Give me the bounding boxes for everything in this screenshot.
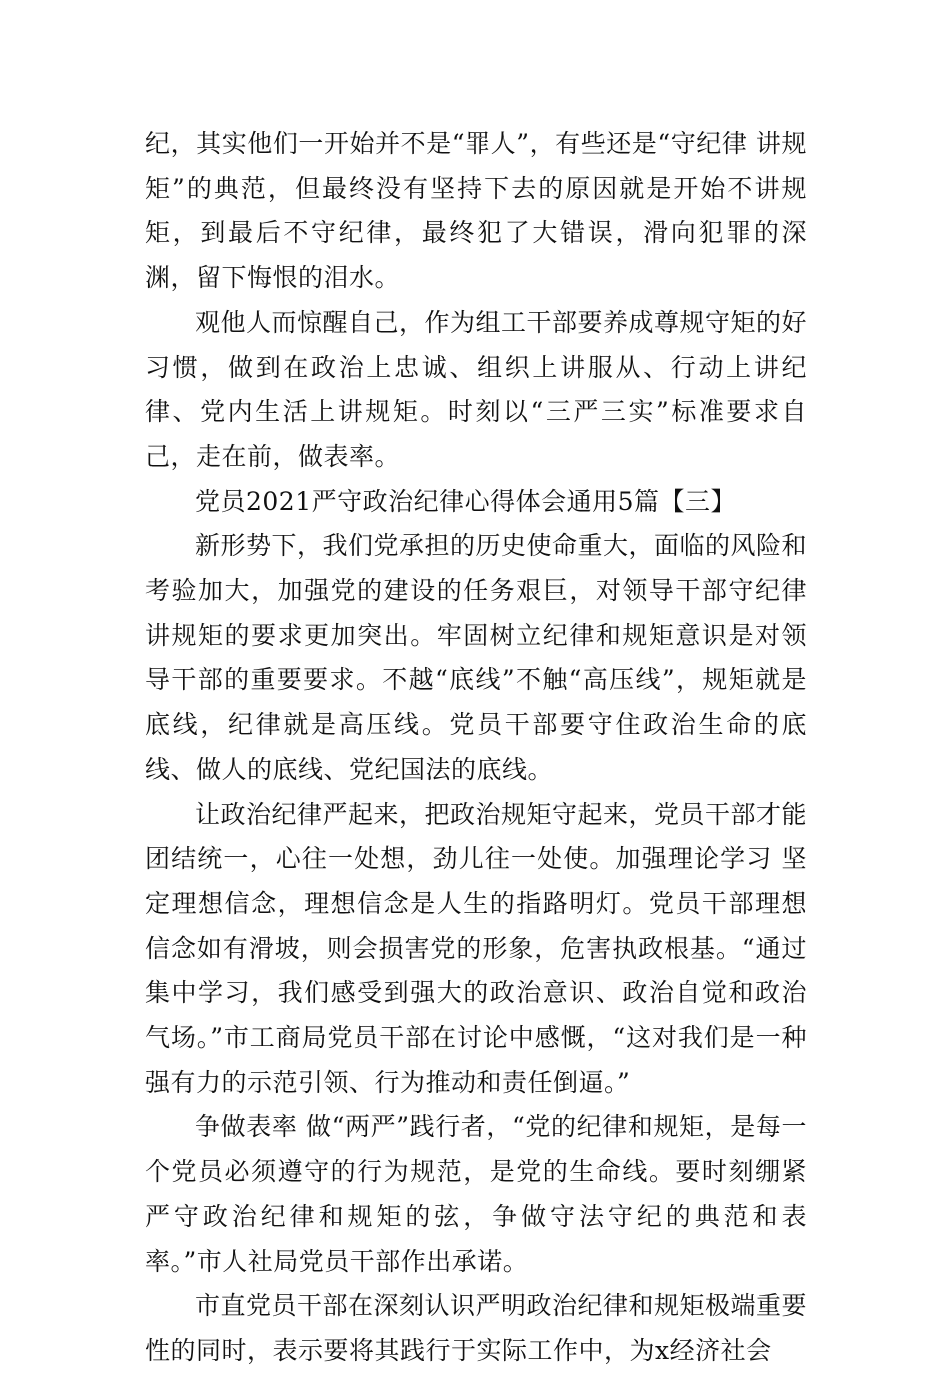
paragraph-1: 纪，其实他们一开始并不是“罪人”，有些还是“守纪律 讲规矩”的典范，但最终没有坚持下去的原因就是开始不讲规矩，到最后不守纪律，最终犯了大错误，滑向犯罪的深渊，留下悔恨的泪水。	[145, 129, 807, 293]
paragraph-3: 新形势下，我们党承担的历史使命重大，面临的风险和考验加大，加强党的建设的任务艰巨，对领导干部守纪律讲规矩的要求更加突出。牢固树立纪律和规矩意识是对领导干部的重要要求。不越“底线”不触“高压线”，规矩就是底线，纪律就是高压线。党员干部要守住政治生命的底线、做人的底线、党纪国法的底线。	[145, 531, 808, 784]
paragraph-6: 市直党员干部在深刻认识严明政治纪律和规矩极端重要性的同时，表示要将其践行于实际工作中，为x经济社会	[145, 1291, 808, 1365]
document-body	[145, 122, 807, 1374]
paragraph-2: 观他人而惊醒自己，作为组工干部要养成尊规守矩的好习惯，做到在政治上忠诚、组织上讲服从、行动上讲纪律、党内生活上讲规矩。时刻以“三严三实”标准要求自己，走在前，做表率。	[145, 307, 808, 471]
paragraph-5: 争做表率 做“两严”践行者，“党的纪律和规矩，是每一个党员必须遵守的行为规范，是党的生命线。要时刻绷紧严守政治纪律和规矩的弦，争做守法守纪的典范和表率。”市人社局党员干部作出承诺。	[145, 1112, 807, 1276]
section-heading: 党员2021严守政治纪律心得体会通用5篇【三】	[195, 486, 737, 516]
paragraph-4: 让政治纪律严起来，把政治规矩守起来，党员干部才能团结统一，心往一处想，劲儿往一处使。加强理论学习 坚定理想信念，理想信念是人生的指路明灯。党员干部理想信念如有滑坡，则会损害党的形象，危害执政根基。“通过集中学习，我们感受到强大的政治意识、政治自觉和政治气场。”市工商局党员干部在讨论中感慨，“这对我们是一种强有力的示范引领、行为推动和责任倒逼。”	[145, 799, 808, 1097]
